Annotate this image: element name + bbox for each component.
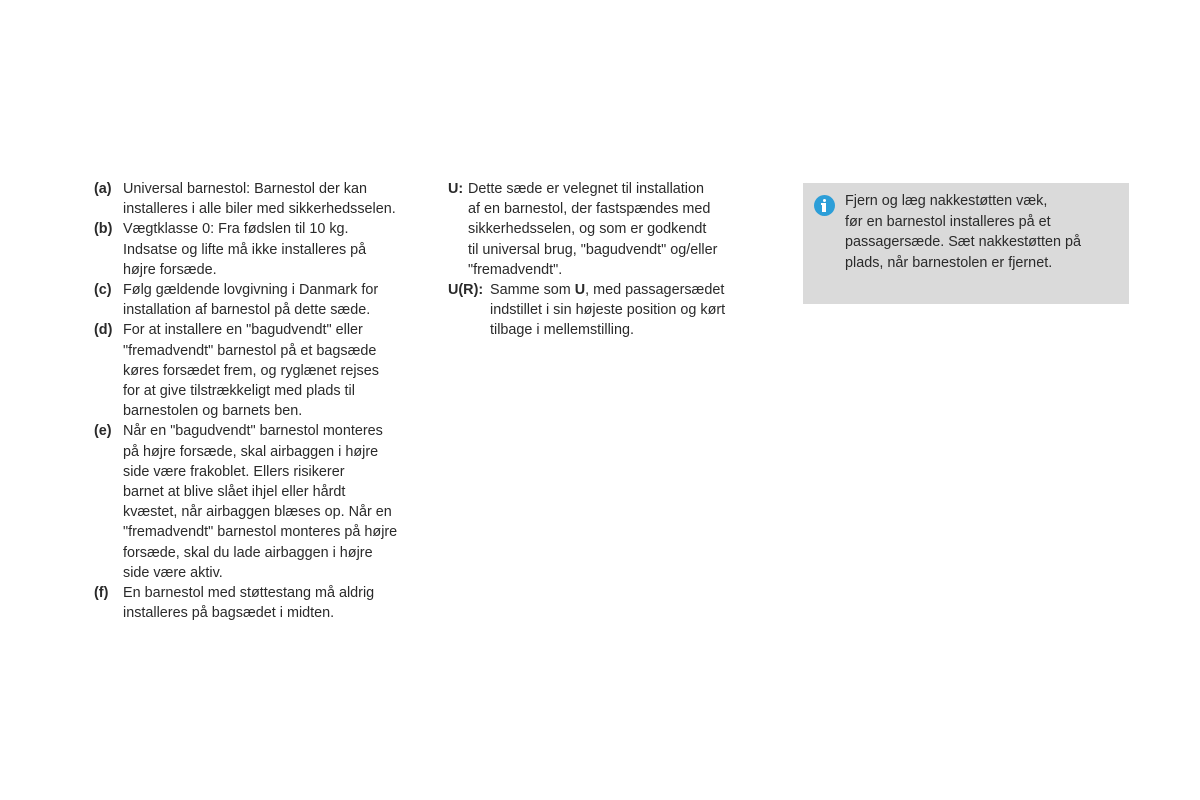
info-text xyxy=(845,191,1081,273)
item-line: barnet at blive slået ihjel eller hårdt xyxy=(123,484,346,501)
legend-letter: U: xyxy=(448,181,464,197)
legend-suffix: , med passagersædet xyxy=(585,282,725,299)
item-letter: (f) xyxy=(94,585,109,602)
legend-ur xyxy=(448,280,768,341)
legend-letter: U(R): xyxy=(448,282,484,299)
list-item-e xyxy=(94,421,434,583)
item-line: for at give tilstrækkeligt med plads til xyxy=(123,383,355,400)
item-line: Følg gældende lovgivning i Danmark for xyxy=(123,282,379,299)
item-letter: (c) xyxy=(94,282,112,299)
legend-line xyxy=(490,280,768,300)
item-letter: (a) xyxy=(94,181,112,197)
legend-line: Dette sæde er velegnet til installation xyxy=(468,181,704,197)
list-item-f xyxy=(94,583,434,623)
info-line: passagersæde. Sæt nakkestøtten på xyxy=(845,234,1081,250)
item-line: Universal barnestol: Barnestol der kan xyxy=(123,181,367,197)
item-line: installeres på bagsædet i midten. xyxy=(123,605,335,622)
info-icon xyxy=(814,195,835,216)
left-column xyxy=(94,179,434,623)
item-line: på højre forsæde, skal airbaggen i højre xyxy=(123,443,379,460)
list-item-a xyxy=(94,179,434,219)
legend-line: "fremadvendt". xyxy=(468,261,563,278)
legend-line: af en barnestol, der fastspændes med xyxy=(468,201,711,218)
item-line: installation af barnestol på dette sæde. xyxy=(123,302,371,319)
legend-bold-u: U xyxy=(574,282,586,299)
item-line: kvæstet, når airbaggen blæses op. Når en xyxy=(123,504,392,521)
item-line: køres forsædet frem, og ryglænet rejses xyxy=(123,362,379,379)
item-line: Indsatse og lifte må ikke installeres på xyxy=(123,241,367,258)
legend-line: sikkerhedsselen, og som er godkendt xyxy=(468,221,707,238)
info-box xyxy=(803,183,1129,304)
item-line: Vægtklasse 0: Fra fødslen til 10 kg. xyxy=(123,221,349,238)
item-line: "fremadvendt" barnestol på et bagsæde xyxy=(123,342,377,359)
item-line: For at installere en "bagudvendt" eller xyxy=(123,322,363,339)
item-line: En barnestol med støttestang må aldrig xyxy=(123,585,375,602)
info-line: før en barnestol installeres på et xyxy=(845,213,1051,230)
item-line: "fremadvendt" barnestol monteres på højre xyxy=(123,524,398,541)
middle-column xyxy=(448,179,768,341)
item-line: højre forsæde. xyxy=(123,261,217,278)
item-line: forsæde, skal du lade airbaggen i højre xyxy=(123,544,373,561)
list-item-c xyxy=(94,280,434,320)
item-letter: (d) xyxy=(94,322,113,339)
item-line: side være frakoblet. Ellers risikerer xyxy=(123,463,345,480)
item-line: barnestolen og barnets ben. xyxy=(123,403,303,420)
list-item-d xyxy=(94,320,434,421)
legend-line: indstillet i sin højeste position og kørt xyxy=(490,302,726,319)
info-line: Fjern og læg nakkestøtten væk, xyxy=(845,193,1048,209)
legend-u xyxy=(448,179,768,280)
item-line: installeres i alle biler med sikkerhedsselen. xyxy=(123,201,396,218)
item-letter: (b) xyxy=(94,221,113,238)
legend-line: til universal brug, "bagudvendt" og/eller xyxy=(468,241,718,258)
item-line: side være aktiv. xyxy=(123,564,223,581)
item-letter: (e) xyxy=(94,423,112,440)
legend-line: tilbage i mellemstilling. xyxy=(490,322,634,339)
item-line: Når en "bagudvendt" barnestol monteres xyxy=(123,423,383,440)
info-line: plads, når barnestolen er fjernet. xyxy=(845,254,1053,271)
list-item-b xyxy=(94,219,434,280)
legend-prefix: Samme som xyxy=(490,282,575,299)
